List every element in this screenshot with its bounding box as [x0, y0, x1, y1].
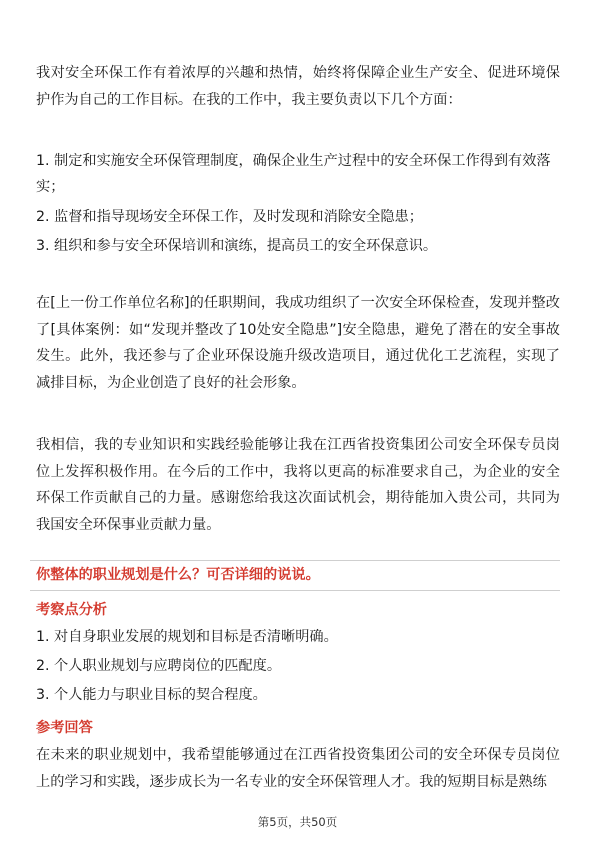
- intro-paragraph-1: 我对安全环保工作有着浓厚的兴趣和热情，始终将保障企业生产安全、促进环境保护作为自己的工作目标。在我的工作中，我主要负责以下几个方面：: [36, 65, 560, 108]
- experience-paragraph: 在[上一份工作单位名称]的任职期间，我成功组织了一次安全环保检查，发现并整改了[具体案例：如“发现并整改了10处安全隐患”]安全隐患，避免了潜在的安全事故发生。此外，我还参与了企业环保设施升级改造项目，通过优化工艺流程，实现了减排目标，为企业创造了良好的社会形象。: [36, 295, 560, 391]
- analysis-item-1: 1. 对自身职业发展的规划和目标是否清晰明确。: [36, 629, 338, 645]
- analysis-item-2: 2. 个人职业规划与应聘岗位的匹配度。: [36, 658, 282, 674]
- interview-question: 你整体的职业规划是什么？可否详细的说说。: [36, 567, 320, 583]
- page-footer: 第5页，共50页: [257, 815, 338, 829]
- question-top-divider: [30, 560, 560, 561]
- closing-paragraph: 我相信，我的专业知识和实践经验能够让我在江西省投资集团公司安全环保专员岗位上发挥积极作用。在今后的工作中，我将以更高的标准要求自己，为企业的安全环保工作贡献自己的力量。感谢您给我这次面试机会，期待能加入贵公司，共同为我国安全环保事业贡献力量。: [36, 437, 560, 533]
- analysis-item-3: 3. 个人能力与职业目标的契合程度。: [36, 687, 267, 703]
- duty-list-item-3: 3. 组织和参与安全环保培训和演练，提高员工的安全环保意识。: [36, 238, 438, 254]
- duty-list-item-1: 1. 制定和实施安全环保管理制度，确保企业生产过程中的安全环保工作得到有效落实；: [36, 153, 551, 195]
- answer-heading: 参考回答: [36, 720, 93, 736]
- duty-list-item-2: 2. 监督和指导现场安全环保工作，及时发现和消除安全隐患；: [36, 209, 423, 225]
- answer-text: 在未来的职业规划中，我希望能够通过在江西省投资集团公司的安全环保专员岗位上的学习和实践，逐步成长为一名专业的安全环保管理人才。我的短期目标是熟练: [36, 747, 560, 790]
- question-bottom-divider: [30, 590, 560, 591]
- analysis-heading: 考察点分析: [36, 602, 107, 618]
